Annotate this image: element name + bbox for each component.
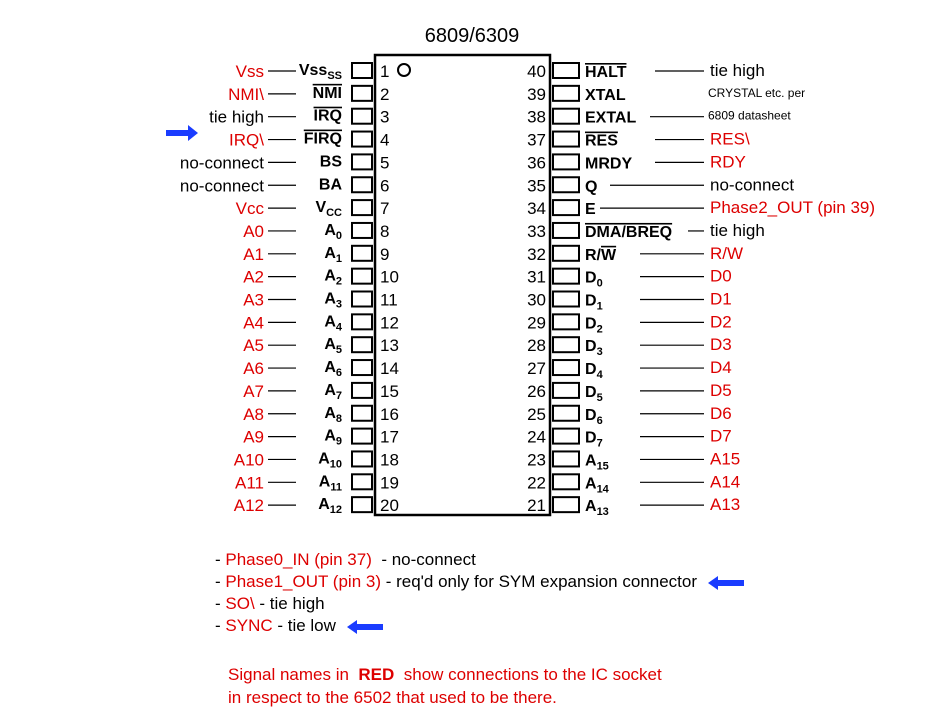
signal-label: D2 xyxy=(710,312,732,332)
pin-pad xyxy=(352,246,372,261)
signal-label: A7 xyxy=(243,381,264,401)
signal-label: tie high xyxy=(209,107,264,127)
pin-number: 2 xyxy=(380,84,390,104)
pin-pad xyxy=(352,109,372,124)
pin-number: 24 xyxy=(527,427,546,447)
pin-number: 6 xyxy=(380,176,390,196)
pin-pad xyxy=(553,429,579,444)
pin-number: 29 xyxy=(527,313,546,333)
pin-number: 32 xyxy=(527,244,546,264)
pin-name: $A_2$ xyxy=(324,267,342,288)
pin-name: $A_{15}$ xyxy=(585,452,609,473)
footer-line-2: in respect to the 6502 that used to be there. xyxy=(228,688,557,707)
pin-number: 33 xyxy=(527,221,546,241)
note-dash: - xyxy=(215,616,226,635)
pin-name: $A_4$ xyxy=(324,313,342,334)
signal-label: A9 xyxy=(243,427,264,447)
pin-name: RES xyxy=(585,132,618,150)
signal-label: A13 xyxy=(710,495,741,515)
signal-label: R/W xyxy=(710,243,744,263)
note-signal: Phase1_OUT (pin 3) xyxy=(225,572,381,591)
signal-label: D3 xyxy=(710,335,732,355)
pin-number: 28 xyxy=(527,336,546,356)
pin-number: 11 xyxy=(380,290,398,310)
pin-pad xyxy=(352,406,372,421)
pin-pad xyxy=(553,269,579,284)
note-signal: Phase0_IN (pin 37) xyxy=(225,550,372,569)
signal-label: A4 xyxy=(243,313,264,333)
pin-number: 34 xyxy=(527,199,546,219)
pin-number: 26 xyxy=(527,381,546,401)
pin-pad xyxy=(553,451,579,466)
pin-number: 38 xyxy=(527,107,546,127)
notes-list xyxy=(215,549,915,637)
pin-number: 19 xyxy=(380,473,399,493)
pin-name: IRQ xyxy=(313,107,342,125)
pin-pad xyxy=(352,200,372,215)
signal-label: no-connect xyxy=(179,153,264,173)
pin-name: EXTAL xyxy=(585,109,637,127)
signal-label: A1 xyxy=(243,244,264,264)
note-dash: - xyxy=(215,572,226,591)
note-signal: SO\ xyxy=(225,594,255,613)
pin-pad xyxy=(352,63,372,78)
pin-name: NMI xyxy=(312,84,342,102)
signal-label: A12 xyxy=(233,496,264,516)
pin-pad xyxy=(553,406,579,421)
pin-name: $A_3$ xyxy=(324,290,342,311)
pin-name: DMA/BREQ xyxy=(585,223,673,241)
signal-label: D7 xyxy=(710,426,732,446)
footer-text: Signal names in xyxy=(228,665,359,684)
note-text: - tie high xyxy=(254,594,325,613)
signal-label: Phase2_OUT (pin 39) xyxy=(710,198,876,218)
pin-number: 4 xyxy=(380,130,390,150)
note-dash: - xyxy=(215,594,226,613)
pin-name: E xyxy=(585,201,596,219)
signal-label: D0 xyxy=(710,266,732,286)
pin-pad xyxy=(352,269,372,284)
signal-label: A14 xyxy=(710,472,741,492)
pin-pad xyxy=(352,497,372,512)
pin-name: R/W xyxy=(585,246,617,264)
blue-arrow-icon xyxy=(166,125,198,141)
pin-pad xyxy=(553,383,579,398)
pin-pad xyxy=(352,474,372,489)
signal-label: no-connect xyxy=(179,176,264,196)
pin-pad xyxy=(352,314,372,329)
pin-number: 27 xyxy=(527,359,546,379)
pin-pad xyxy=(553,246,579,261)
pin-pad xyxy=(352,86,372,101)
signal-label: RDY xyxy=(710,152,746,172)
chip-title: 6809/6309 xyxy=(424,25,520,47)
pin-name: $D_2$ xyxy=(585,315,603,336)
pin-number: 25 xyxy=(527,404,546,424)
pin-pad xyxy=(352,337,372,352)
pin-name: Vss$_{SS}$ xyxy=(298,62,342,82)
pin-name: $A_1$ xyxy=(324,244,342,265)
pin-pad xyxy=(553,200,579,215)
signal-label: A11 xyxy=(235,473,264,493)
signal-label: D1 xyxy=(710,289,732,309)
pin-pad xyxy=(553,497,579,512)
pin-name: $A_{14}$ xyxy=(585,475,609,496)
pin-name: $A_0$ xyxy=(324,221,342,242)
signal-label: Vcc xyxy=(235,199,264,219)
footer-red-word: RED xyxy=(358,665,395,684)
pin-pad xyxy=(352,429,372,444)
pin-name: $D_5$ xyxy=(585,383,603,404)
pin-number: 39 xyxy=(527,84,546,104)
pin-name: MRDY xyxy=(585,155,633,173)
blue-arrow-icon xyxy=(347,620,383,634)
signal-label: A10 xyxy=(233,450,264,470)
pin-number: 22 xyxy=(527,473,546,493)
signal-label: A6 xyxy=(243,359,264,379)
pin-name: $A_{13}$ xyxy=(585,498,609,519)
signal-label: D6 xyxy=(710,403,732,423)
pin-number: 1 xyxy=(380,62,390,81)
pin-name: FIRQ xyxy=(303,130,342,148)
signal-label: 6809 datasheet xyxy=(708,108,791,123)
signal-label: CRYSTAL etc. per xyxy=(708,85,806,100)
signal-label: Vss xyxy=(235,62,264,81)
pin-pad xyxy=(553,154,579,169)
pin-pad xyxy=(553,177,579,192)
pin-number: 15 xyxy=(380,381,399,401)
pin-name: $A_5$ xyxy=(324,336,342,357)
pin-name: $A_8$ xyxy=(324,404,342,425)
footer-note xyxy=(228,663,662,709)
pin-name: $D_7$ xyxy=(585,429,603,450)
signal-label: A0 xyxy=(243,221,264,241)
pin-pad xyxy=(352,132,372,147)
pin-name: $A_{12}$ xyxy=(318,496,342,517)
pin-name: $A_9$ xyxy=(324,427,342,448)
pin-name: $D_1$ xyxy=(585,292,603,313)
pin-number: 23 xyxy=(527,450,546,470)
signal-label: A15 xyxy=(710,449,741,469)
pin-pad xyxy=(553,63,579,78)
signal-label: NMI\ xyxy=(228,84,264,104)
note-signal: SYNC xyxy=(225,616,273,635)
pin-name: BA xyxy=(318,176,342,194)
signal-label: A3 xyxy=(243,290,264,310)
pin-name: HALT xyxy=(585,64,627,81)
signal-label: D5 xyxy=(710,380,732,400)
pin-name: $A_{10}$ xyxy=(318,450,342,471)
pin-number: 31 xyxy=(527,267,546,287)
signal-label: D4 xyxy=(710,358,732,378)
pin-number: 40 xyxy=(527,62,546,81)
pin-name: $A_6$ xyxy=(324,359,342,380)
pin-pad xyxy=(352,451,372,466)
pin-pad xyxy=(352,154,372,169)
pin-pad xyxy=(553,360,579,375)
pin-name: XTAL xyxy=(585,86,626,104)
pin-number: 13 xyxy=(380,336,399,356)
pin-name: $V_{CC}$ xyxy=(315,199,342,220)
left-pin-group xyxy=(180,62,399,516)
right-pin-group xyxy=(527,61,875,518)
ic-body xyxy=(375,55,550,515)
note-text: - req'd only for SYM expansion connector xyxy=(381,572,698,591)
pin-number: 14 xyxy=(380,359,399,379)
pin-pad xyxy=(352,292,372,307)
pin-pad xyxy=(553,292,579,307)
note-text: - tie low xyxy=(272,616,336,635)
pin-number: 18 xyxy=(380,450,399,470)
pin-name: Q xyxy=(585,178,598,196)
signal-label: RES\ xyxy=(710,129,750,149)
note-item xyxy=(215,615,915,637)
note-item xyxy=(215,549,915,571)
note-item xyxy=(215,571,915,593)
pin-number: 37 xyxy=(527,130,546,150)
pin-number: 21 xyxy=(527,496,546,516)
pin-name: $A_7$ xyxy=(324,381,342,402)
pin-pad xyxy=(352,360,372,375)
note-dash: - xyxy=(215,550,226,569)
pin-name: $D_4$ xyxy=(585,361,603,382)
pin-pad xyxy=(553,337,579,352)
signal-label: tie high xyxy=(710,61,765,80)
pin-number: 20 xyxy=(380,496,399,516)
pin-number: 12 xyxy=(380,313,399,333)
signal-label: no-connect xyxy=(710,175,795,195)
signal-label: A5 xyxy=(243,336,264,356)
pin-name: $A_{11}$ xyxy=(318,473,342,494)
pin-number: 30 xyxy=(527,290,546,310)
signal-label: A2 xyxy=(243,267,264,287)
pin-number: 16 xyxy=(380,404,399,424)
pin-number: 5 xyxy=(380,153,390,173)
pin-pad xyxy=(553,132,579,147)
pin-pad xyxy=(352,177,372,192)
pin-pad xyxy=(352,383,372,398)
pin-pad xyxy=(553,314,579,329)
note-text: - no-connect xyxy=(371,550,476,569)
footer-text: show connections to the IC socket xyxy=(394,665,662,684)
pin-name: $D_6$ xyxy=(585,406,603,427)
pin-name: $D_0$ xyxy=(585,269,603,290)
footer-line-1 xyxy=(228,663,662,686)
pin-name: BS xyxy=(319,153,342,171)
pin-number: 35 xyxy=(527,176,546,196)
pin-number: 9 xyxy=(380,244,390,264)
pin-pad xyxy=(553,86,579,101)
pin-number: 36 xyxy=(527,153,546,173)
signal-label: tie high xyxy=(710,220,765,240)
pin-pad xyxy=(553,223,579,238)
pin-number: 3 xyxy=(380,107,390,127)
pin-name: $D_3$ xyxy=(585,338,603,359)
signal-label: IRQ\ xyxy=(229,130,264,150)
pin-pad xyxy=(553,109,579,124)
pin-number: 8 xyxy=(380,221,390,241)
pin-pad xyxy=(352,223,372,238)
blue-arrow-icon xyxy=(708,576,744,590)
pin-number: 10 xyxy=(380,267,399,287)
signal-label: A8 xyxy=(243,404,264,424)
pin-number: 17 xyxy=(380,427,399,447)
pin-number: 7 xyxy=(380,199,390,219)
pin-pad xyxy=(553,474,579,489)
note-item xyxy=(215,593,915,615)
